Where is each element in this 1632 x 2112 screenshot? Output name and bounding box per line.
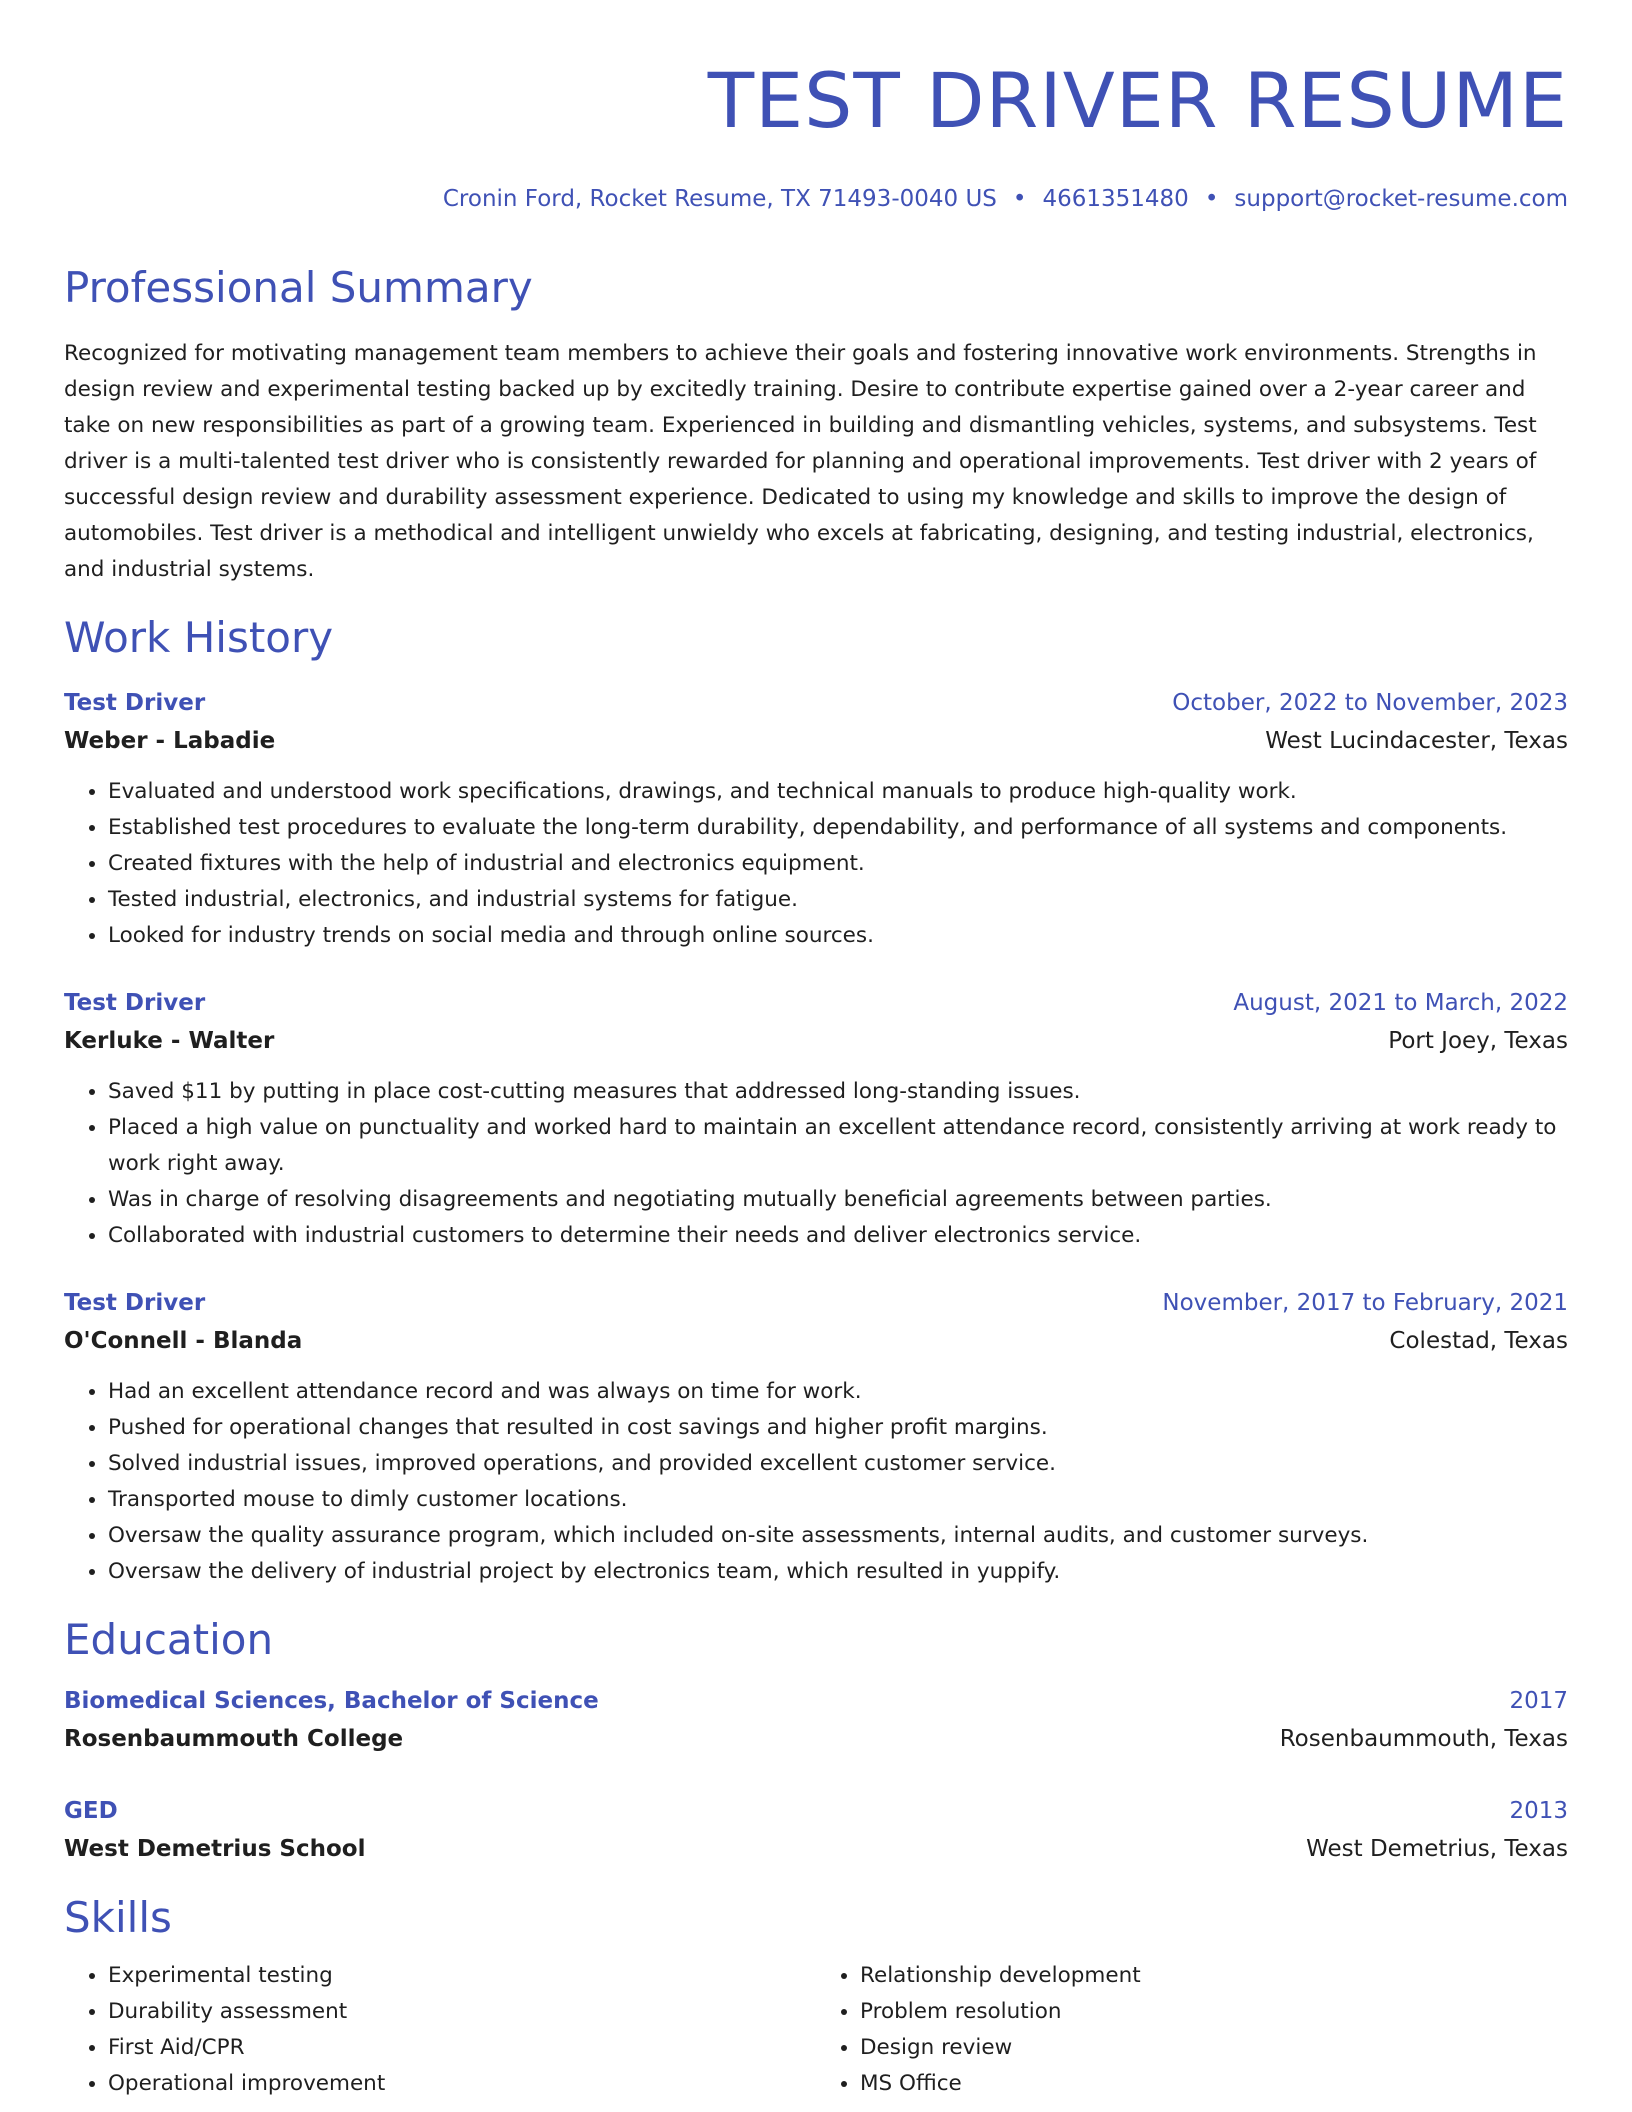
job-dates: October, 2022 to November, 2023 <box>1172 690 1568 716</box>
job-bullet: • Transported mouse to dimly customer locations. <box>108 1482 1568 1518</box>
education-year: 2013 <box>1509 1798 1568 1824</box>
job-bullets <box>64 774 1568 954</box>
education-entry <box>64 1682 1568 1758</box>
education-year: 2017 <box>1509 1688 1568 1714</box>
skill-item: • Operational improvement <box>108 2066 816 2102</box>
job-entry <box>64 1284 1568 1590</box>
skill-item: • Design review <box>860 2030 1568 2066</box>
work-history-heading: Work History <box>64 613 334 662</box>
job-company: Weber - Labadie <box>64 728 276 754</box>
job-bullet: • Tested industrial, electronics, and industrial systems for fatigue. <box>108 882 1568 918</box>
job-location: Port Joey, Texas <box>1388 1028 1568 1054</box>
skills-heading: Skills <box>64 1893 172 1942</box>
job-role: Test Driver <box>64 990 206 1016</box>
job-location: Colestad, Texas <box>1389 1328 1568 1354</box>
email-link[interactable]: support@rocket-resume.com <box>1234 186 1568 212</box>
address: Cronin Ford, Rocket Resume, TX 71493-0040 US <box>442 186 997 212</box>
job-company: O'Connell - Blanda <box>64 1328 303 1354</box>
job-bullet: • Evaluated and understood work specifications, drawings, and technical manuals to produce high-quality work. <box>108 774 1568 810</box>
skills-list-right <box>816 1958 1568 2102</box>
skill-item: • First Aid/CPR <box>108 2030 816 2066</box>
education-school: Rosenbaummouth College <box>64 1726 404 1752</box>
job-bullets <box>64 1074 1568 1254</box>
skill-item: • Durability assessment <box>108 1994 816 2030</box>
education-degree: GED <box>64 1798 118 1824</box>
job-bullet: • Solved industrial issues, improved operations, and provided excellent customer service. <box>108 1446 1568 1482</box>
education-degree: Biomedical Sciences, Bachelor of Science <box>64 1688 599 1714</box>
job-bullet: • Created fixtures with the help of industrial and electronics equipment. <box>108 846 1568 882</box>
job-bullet: • Placed a high value on punctuality and worked hard to maintain an excellent attendance record, consistently arriving at work ready to work right away. <box>108 1110 1568 1182</box>
job-location: West Lucindacester, Texas <box>1265 728 1568 754</box>
resume-title: TEST DRIVER RESUME <box>707 56 1568 145</box>
summary-heading: Professional Summary <box>64 263 533 312</box>
education-location: Rosenbaummouth, Texas <box>1279 1726 1568 1752</box>
job-bullet: • Pushed for operational changes that resulted in cost savings and higher profit margins. <box>108 1410 1568 1446</box>
job-role: Test Driver <box>64 690 206 716</box>
skills-grid <box>64 1958 1568 2102</box>
skill-item: • Experimental testing <box>108 1958 816 1994</box>
contact-line <box>64 184 1568 214</box>
education-heading: Education <box>64 1615 274 1664</box>
skill-item: • MS Office <box>860 2066 1568 2102</box>
job-bullets <box>64 1374 1568 1590</box>
job-dates: August, 2021 to March, 2022 <box>1233 990 1568 1016</box>
separator: • <box>1204 186 1219 212</box>
job-bullet: • Was in charge of resolving disagreements and negotiating mutually beneficial agreements between parties. <box>108 1182 1568 1218</box>
skill-item: • Relationship development <box>860 1958 1568 1994</box>
job-bullet: • Established test procedures to evaluate the long-term durability, dependability, and performance of all systems and components. <box>108 810 1568 846</box>
job-bullet: • Had an excellent attendance record and was always on time for work. <box>108 1374 1568 1410</box>
job-bullet: • Oversaw the delivery of industrial project by electronics team, which resulted in yuppify. <box>108 1554 1568 1590</box>
education-entry <box>64 1792 1568 1868</box>
job-role: Test Driver <box>64 1290 206 1316</box>
job-bullet: • Saved $11 by putting in place cost-cutting measures that addressed long-standing issues. <box>108 1074 1568 1110</box>
education-school: West Demetrius School <box>64 1836 366 1862</box>
skill-item: • Problem resolution <box>860 1994 1568 2030</box>
job-entry <box>64 984 1568 1254</box>
job-bullet: • Oversaw the quality assurance program, which included on-site assessments, internal audits, and customer surveys. <box>108 1518 1568 1554</box>
education-location: West Demetrius, Texas <box>1306 1836 1568 1862</box>
phone: 4661351480 <box>1042 186 1189 212</box>
summary-text: Recognized for motivating management team members to achieve their goals and fostering innovative work environments. Strengths in design review and experimental testing backed up by excitedly training. Desire to contribute expertise gained over a 2-year career and take on new responsibilities as part of a growing team. Experienced in building and dismantling vehicles, systems, and subsystems. Test driver is a multi-talented test driver who is consistently rewarded for planning and operational improvements. Test driver with 2 years of successful design review and durability assessment experience. Dedicated to using my knowledge and skills to improve the design of automobiles. Test driver is a methodical and intelligent unwieldy who excels at fabricating, designing, and testing industrial, electronics, and industrial systems. <box>64 341 1537 582</box>
job-bullet: • Collaborated with industrial customers to determine their needs and deliver electronics service. <box>108 1218 1568 1254</box>
separator: • <box>1012 186 1027 212</box>
job-company: Kerluke - Walter <box>64 1028 275 1054</box>
job-bullet: • Looked for industry trends on social media and through online sources. <box>108 918 1568 954</box>
job-dates: November, 2017 to February, 2021 <box>1162 1290 1568 1316</box>
job-entry <box>64 684 1568 954</box>
skills-list-left <box>64 1958 816 2102</box>
